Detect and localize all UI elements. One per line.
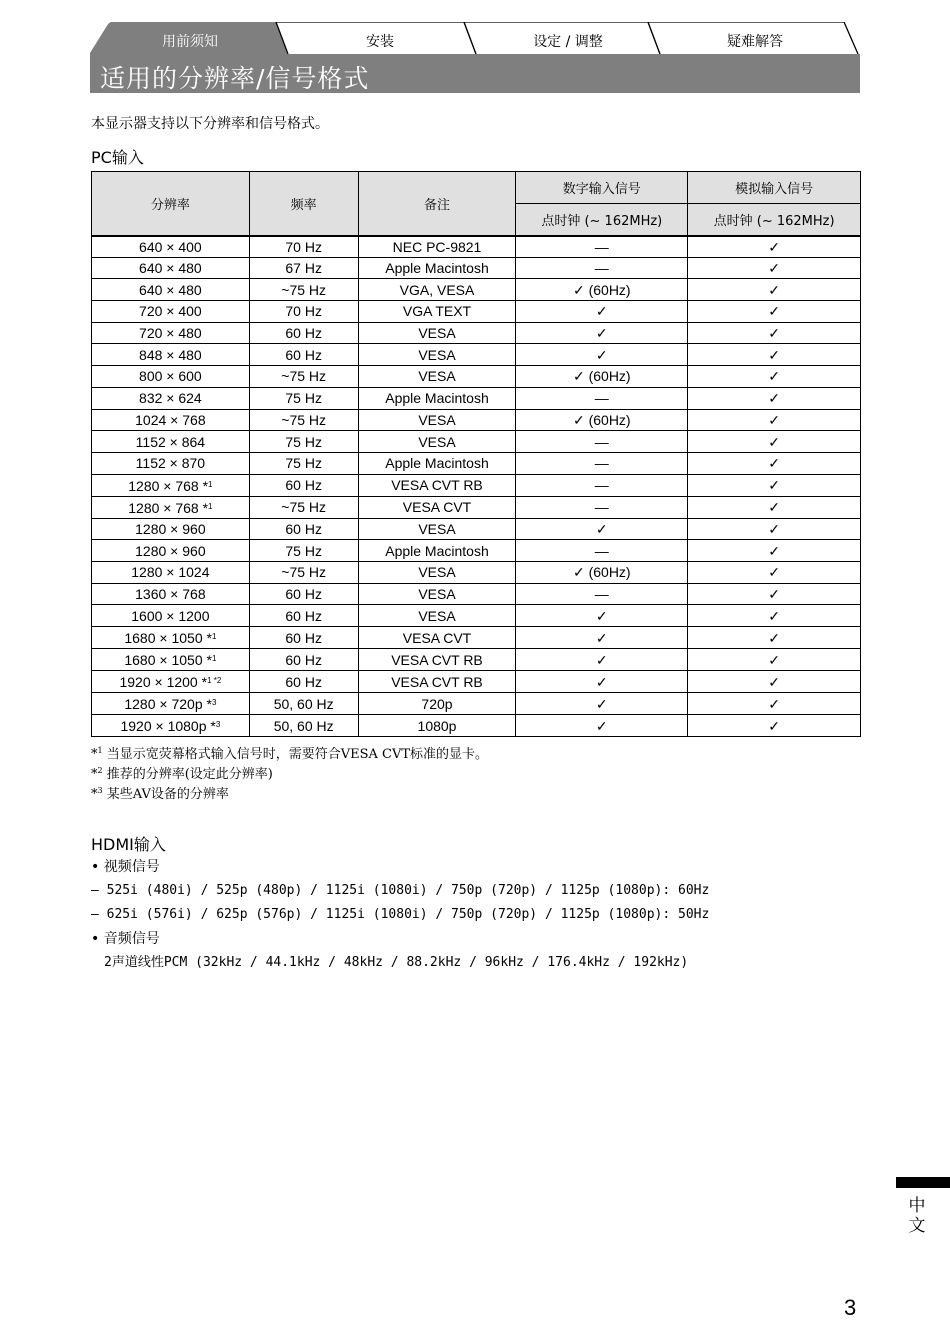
cell-resolution: 1280 × 1024 bbox=[92, 561, 250, 583]
cell-remark: 1080p bbox=[358, 715, 516, 737]
hdmi-details bbox=[91, 855, 709, 975]
cell-remark: VESA CVT RB bbox=[358, 671, 516, 693]
page-title-bar bbox=[90, 54, 860, 93]
header-digital-clock: 点时钟 (~ 162MHz) bbox=[516, 204, 688, 236]
cell-frequency: 60 Hz bbox=[249, 627, 358, 649]
footnotes bbox=[91, 741, 488, 801]
intro-text: 本显示器支持以下分辨率和信号格式。 bbox=[91, 116, 329, 132]
cell-digital: — bbox=[516, 474, 688, 496]
header-digital: 数字输入信号 bbox=[516, 172, 688, 204]
cell-resolution: 1360 × 768 bbox=[92, 583, 250, 605]
cell-frequency: 60 Hz bbox=[249, 583, 358, 605]
table-row bbox=[92, 257, 861, 279]
cell-frequency: ~75 Hz bbox=[249, 279, 358, 301]
cell-remark: VESA bbox=[358, 431, 516, 453]
table-row bbox=[92, 561, 861, 583]
cell-remark: NEC PC-9821 bbox=[358, 236, 516, 258]
cell-digital: — bbox=[516, 496, 688, 518]
cell-resolution: 1280 × 768 *$^1$ bbox=[92, 496, 250, 518]
table-row bbox=[92, 322, 861, 344]
cell-remark: VESA CVT bbox=[358, 496, 516, 518]
cell-resolution: 1680 × 1050 *$^1$ bbox=[92, 627, 250, 649]
table-row bbox=[92, 279, 861, 301]
cell-analog: ✓ bbox=[688, 279, 861, 301]
cell-resolution: 1280 × 960 bbox=[92, 518, 250, 540]
footnote: *$^3$ 某些AV设备的分辨率 bbox=[91, 786, 229, 802]
cell-remark: VESA bbox=[358, 583, 516, 605]
video-signal-label: • 视频信号 bbox=[91, 859, 160, 875]
header-frequency: 频率 bbox=[249, 172, 358, 236]
cell-digital: ✓ bbox=[516, 671, 688, 693]
cell-resolution: 640 × 480 bbox=[92, 257, 250, 279]
cell-remark: VESA bbox=[358, 561, 516, 583]
cell-resolution: 640 × 400 bbox=[92, 236, 250, 258]
cell-resolution: 800 × 600 bbox=[92, 366, 250, 388]
cell-frequency: 50, 60 Hz bbox=[249, 693, 358, 715]
cell-resolution: 1280 × 768 *$^1$ bbox=[92, 474, 250, 496]
language-tab-bar bbox=[896, 1177, 950, 1188]
cell-digital: — bbox=[516, 540, 688, 562]
tab-troubleshooting[interactable]: 疑难解答 bbox=[727, 34, 783, 50]
cell-analog: ✓ bbox=[688, 236, 861, 258]
page-title: 适用的分辨率/信号格式 bbox=[100, 64, 370, 93]
cell-frequency: ~75 Hz bbox=[249, 366, 358, 388]
cell-digital: — bbox=[516, 387, 688, 409]
cell-remark: VESA CVT bbox=[358, 627, 516, 649]
tab-settings[interactable]: 设定 / 调整 bbox=[533, 34, 603, 50]
cell-resolution: 1024 × 768 bbox=[92, 409, 250, 431]
cell-analog: ✓ bbox=[688, 344, 861, 366]
cell-analog: ✓ bbox=[688, 671, 861, 693]
cell-remark: Apple Macintosh bbox=[358, 257, 516, 279]
cell-digital: — bbox=[516, 583, 688, 605]
audio-signal-label: • 音频信号 bbox=[91, 931, 160, 947]
table-row bbox=[92, 518, 861, 540]
table-row bbox=[92, 496, 861, 518]
page-number: 3 bbox=[844, 1295, 857, 1320]
cell-analog: ✓ bbox=[688, 387, 861, 409]
cell-frequency: 60 Hz bbox=[249, 649, 358, 671]
cell-remark: VESA CVT RB bbox=[358, 474, 516, 496]
cell-analog: ✓ bbox=[688, 583, 861, 605]
cell-analog: ✓ bbox=[688, 518, 861, 540]
table-body bbox=[92, 236, 861, 737]
table-row bbox=[92, 409, 861, 431]
cell-remark: VGA TEXT bbox=[358, 301, 516, 323]
cell-frequency: 60 Hz bbox=[249, 605, 358, 627]
language-label: 中文 bbox=[908, 1196, 926, 1236]
cell-analog: ✓ bbox=[688, 366, 861, 388]
cell-analog: ✓ bbox=[688, 257, 861, 279]
cell-remark: Apple Macintosh bbox=[358, 387, 516, 409]
cell-remark: VESA bbox=[358, 605, 516, 627]
header-analog: 模拟输入信号 bbox=[688, 172, 861, 204]
cell-frequency: ~75 Hz bbox=[249, 409, 358, 431]
cell-resolution: 1920 × 1080p *$^3$ bbox=[92, 715, 250, 737]
section-tabs bbox=[90, 22, 860, 54]
cell-frequency: 70 Hz bbox=[249, 236, 358, 258]
cell-frequency: 75 Hz bbox=[249, 431, 358, 453]
cell-digital: — bbox=[516, 257, 688, 279]
cell-digital: — bbox=[516, 236, 688, 258]
cell-digital: ✓ bbox=[516, 605, 688, 627]
cell-digital: ✓ (60Hz) bbox=[516, 409, 688, 431]
table-row bbox=[92, 431, 861, 453]
cell-remark: VESA bbox=[358, 409, 516, 431]
table-row bbox=[92, 583, 861, 605]
table-row bbox=[92, 366, 861, 388]
video-signal-line: – 625i (576i) / 625p (576p) / 1125i (1080i) / 750p (720p) / 1125p (1080p): 50Hz bbox=[91, 907, 710, 922]
cell-analog: ✓ bbox=[688, 627, 861, 649]
cell-resolution: 1152 × 864 bbox=[92, 431, 250, 453]
cell-digital: ✓ bbox=[516, 627, 688, 649]
cell-analog: ✓ bbox=[688, 496, 861, 518]
cell-analog: ✓ bbox=[688, 605, 861, 627]
cell-remark: VGA, VESA bbox=[358, 279, 516, 301]
cell-digital: ✓ bbox=[516, 649, 688, 671]
table-row bbox=[92, 301, 861, 323]
header-remarks: 备注 bbox=[358, 172, 516, 236]
footnote: *$^2$ 推荐的分辨率(设定此分辨率) bbox=[91, 766, 273, 782]
tab-before-use[interactable]: 用前须知 bbox=[162, 34, 218, 50]
cell-frequency: 75 Hz bbox=[249, 540, 358, 562]
cell-resolution: 640 × 480 bbox=[92, 279, 250, 301]
cell-analog: ✓ bbox=[688, 540, 861, 562]
table-row bbox=[92, 540, 861, 562]
cell-remark: Apple Macintosh bbox=[358, 452, 516, 474]
cell-frequency: ~75 Hz bbox=[249, 561, 358, 583]
header-resolution: 分辨率 bbox=[92, 172, 250, 236]
cell-analog: ✓ bbox=[688, 431, 861, 453]
cell-analog: ✓ bbox=[688, 301, 861, 323]
table-row bbox=[92, 693, 861, 715]
cell-analog: ✓ bbox=[688, 649, 861, 671]
cell-frequency: 67 Hz bbox=[249, 257, 358, 279]
cell-remark: VESA bbox=[358, 344, 516, 366]
table-row bbox=[92, 344, 861, 366]
table-row bbox=[92, 627, 861, 649]
cell-resolution: 1600 × 1200 bbox=[92, 605, 250, 627]
cell-remark: VESA bbox=[358, 518, 516, 540]
cell-resolution: 848 × 480 bbox=[92, 344, 250, 366]
cell-digital: ✓ bbox=[516, 322, 688, 344]
cell-analog: ✓ bbox=[688, 561, 861, 583]
cell-remark: VESA bbox=[358, 366, 516, 388]
hdmi-input-heading: HDMI输入 bbox=[91, 835, 166, 854]
cell-resolution: 1152 × 870 bbox=[92, 452, 250, 474]
cell-digital: ✓ bbox=[516, 518, 688, 540]
tab-installation[interactable]: 安装 bbox=[366, 34, 394, 50]
cell-remark: VESA CVT RB bbox=[358, 649, 516, 671]
cell-analog: ✓ bbox=[688, 452, 861, 474]
header-analog-clock: 点时钟 (~ 162MHz) bbox=[688, 204, 861, 236]
cell-analog: ✓ bbox=[688, 322, 861, 344]
cell-frequency: 75 Hz bbox=[249, 387, 358, 409]
cell-remark: Apple Macintosh bbox=[358, 540, 516, 562]
cell-frequency: 60 Hz bbox=[249, 518, 358, 540]
cell-resolution: 1280 × 960 bbox=[92, 540, 250, 562]
table-row bbox=[92, 671, 861, 693]
table-row bbox=[92, 474, 861, 496]
cell-digital: — bbox=[516, 452, 688, 474]
pc-input-heading: PC输入 bbox=[91, 148, 144, 167]
cell-frequency: 75 Hz bbox=[249, 452, 358, 474]
table-row bbox=[92, 605, 861, 627]
cell-resolution: 1680 × 1050 *$^1$ bbox=[92, 649, 250, 671]
cell-resolution: 720 × 480 bbox=[92, 322, 250, 344]
cell-analog: ✓ bbox=[688, 409, 861, 431]
table-row bbox=[92, 236, 861, 258]
cell-frequency: 70 Hz bbox=[249, 301, 358, 323]
table-row bbox=[92, 649, 861, 671]
cell-frequency: 60 Hz bbox=[249, 344, 358, 366]
table-row bbox=[92, 715, 861, 737]
cell-resolution: 832 × 624 bbox=[92, 387, 250, 409]
resolution-table bbox=[91, 171, 861, 737]
cell-frequency: 60 Hz bbox=[249, 671, 358, 693]
table-row bbox=[92, 387, 861, 409]
cell-digital: ✓ (60Hz) bbox=[516, 279, 688, 301]
cell-frequency: 50, 60 Hz bbox=[249, 715, 358, 737]
audio-signal-line: 2声道线性PCM (32kHz / 44.1kHz / 48kHz / 88.2kHz / 96kHz / 176.4kHz / 192kHz) bbox=[104, 955, 689, 970]
cell-remark: VESA bbox=[358, 322, 516, 344]
cell-resolution: 1280 × 720p *$^3$ bbox=[92, 693, 250, 715]
cell-digital: ✓ bbox=[516, 344, 688, 366]
cell-digital: ✓ bbox=[516, 693, 688, 715]
cell-analog: ✓ bbox=[688, 693, 861, 715]
cell-digital: ✓ (60Hz) bbox=[516, 561, 688, 583]
cell-frequency: 60 Hz bbox=[249, 322, 358, 344]
cell-digital: ✓ bbox=[516, 301, 688, 323]
cell-frequency: ~75 Hz bbox=[249, 496, 358, 518]
cell-digital: ✓ (60Hz) bbox=[516, 366, 688, 388]
cell-digital: — bbox=[516, 431, 688, 453]
cell-frequency: 60 Hz bbox=[249, 474, 358, 496]
cell-remark: 720p bbox=[358, 693, 516, 715]
footnote: *$^1$ 当显示宽荧幕格式输入信号时，需要符合VESA CVT标准的显卡。 bbox=[91, 746, 489, 762]
cell-resolution: 1920 × 1200 *$^{1 *2}$ bbox=[92, 671, 250, 693]
video-signal-line: – 525i (480i) / 525p (480p) / 1125i (1080i) / 750p (720p) / 1125p (1080p): 60Hz bbox=[91, 883, 710, 898]
cell-resolution: 720 × 400 bbox=[92, 301, 250, 323]
cell-analog: ✓ bbox=[688, 715, 861, 737]
cell-analog: ✓ bbox=[688, 474, 861, 496]
cell-digital: ✓ bbox=[516, 715, 688, 737]
table-row bbox=[92, 452, 861, 474]
